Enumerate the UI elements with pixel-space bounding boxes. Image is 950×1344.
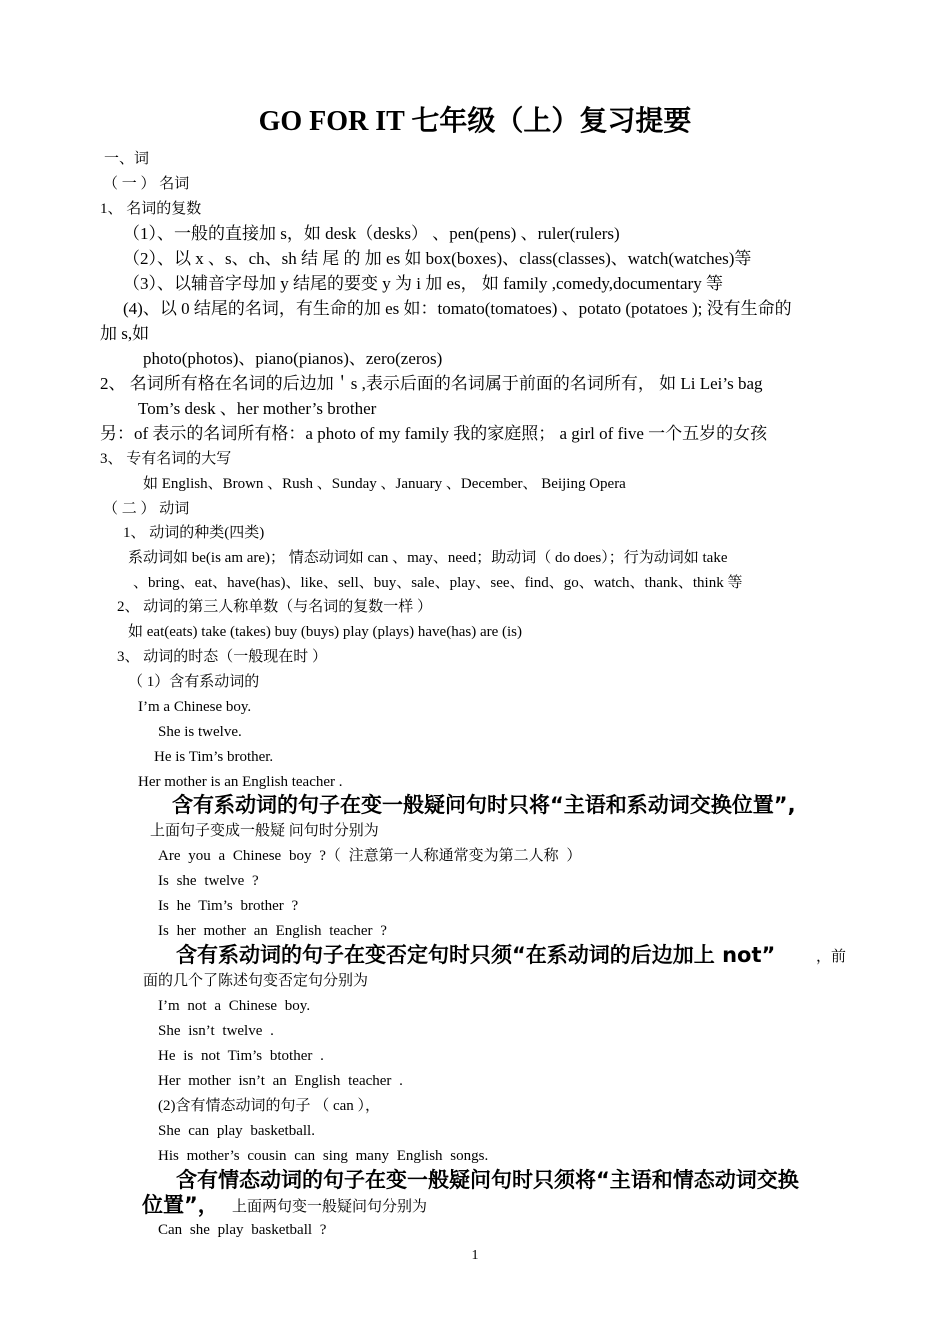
third-person-heading: 2、 动词的第三人称单数（与名词的复数一样 ） <box>117 599 433 615</box>
rule-question-linking: 含有系动词的句子在变一般疑问句时只将“主语和系动词交换位置”, <box>172 793 796 817</box>
question-sentence: Is her mother an English teacher ? <box>158 923 387 939</box>
proper-noun-examples: 如 English、Brown 、Rush 、Sunday 、January 、December、 Beijing Opera <box>143 476 626 492</box>
subsection-verbs: （ 二 ） 动词 <box>103 501 190 517</box>
rule-question-modal-cont: 位置”， <box>142 1193 219 1217</box>
negative-sentence: She isn’t twelve . <box>158 1023 274 1039</box>
noun-plural-heading: 1、 名词的复数 <box>100 201 202 217</box>
tense-heading: 3、 动词的时态（一般现在时 ） <box>117 649 328 665</box>
plural-rule-4-examples: photo(photos)、piano(pianos)、zero(zeros) <box>143 349 443 368</box>
third-person-examples: 如 eat(eats) take (takes) buy (buys) play (plays) have(has) are (is) <box>128 624 522 640</box>
page-title: GO FOR IT 七年级（上）复习提要 <box>258 106 692 137</box>
linking-verb-heading: （ 1）含有系动词的 <box>128 674 260 690</box>
verb-types-heading: 1、 动词的种类(四类) <box>123 525 265 541</box>
example-sentence: She is twelve. <box>158 724 242 740</box>
modal-verb-heading: (2)含有情态动词的句子 （ can ）， <box>158 1098 381 1114</box>
negative-sentence: He is not Tim’s btother . <box>158 1048 324 1064</box>
modal-sentence: His mother’s cousin can sing many English songs. <box>158 1148 489 1164</box>
section-heading-words: 一、词 <box>104 151 150 167</box>
rule-negative-suffix: ，前 <box>816 949 847 965</box>
verb-types-line-2: 、bring、eat、have(has)、like、sell、buy、sale、play、see、find、go、watch、thank、think 等 <box>133 575 743 591</box>
modal-question-sentence: Can she play basketball ? <box>158 1222 327 1238</box>
question-sentence: Are you a Chinese boy ?（ 注意第一人称通常变为第二人称 ） <box>158 848 582 864</box>
example-sentence: I’m a Chinese boy. <box>138 699 252 715</box>
verb-types-line-1: 系动词如 be(is am are)； 情态动词如 can 、may、need；助动词（ do does）；行为动词如 take <box>128 550 728 566</box>
question-sentence: Is she twelve ? <box>158 873 259 889</box>
example-sentence: Her mother is an English teacher . <box>138 774 343 790</box>
plural-rule-3: （3）、以辅音字母加 y 结尾的要变 y 为 i 加 es， 如 family ,comedy,documentary 等 <box>123 274 723 293</box>
page-number: 1 <box>471 1248 479 1263</box>
proper-noun-heading: 3、 专有名词的大写 <box>100 451 232 467</box>
plural-rule-2: （2）、以 x 、s、ch、sh 结 尾 的 加 es 如 box(boxes)、class(classes)、watch(watches)等 <box>123 249 752 268</box>
negative-sentence: Her mother isn’t an English teacher . <box>158 1073 403 1089</box>
subsection-nouns: （ 一 ） 名词 <box>103 176 190 192</box>
possessive-examples: Tom’s desk 、her mother’s brother <box>138 399 377 418</box>
modal-sentence: She can play basketball. <box>158 1123 315 1139</box>
rule-question-modal-intro: 上面两句变一般疑问句分别为 <box>232 1199 428 1215</box>
rule-question-intro: 上面句子变成一般疑 问句时分别为 <box>150 823 379 839</box>
rule-negative-linking: 含有系动词的句子在变否定句时只须“在系动词的后边加上 not” <box>176 943 776 967</box>
plural-rule-4-cont: 加 s,如 <box>100 324 150 343</box>
negative-sentence: I’m not a Chinese boy. <box>158 998 311 1014</box>
question-sentence: Is he Tim’s brother ? <box>158 898 299 914</box>
rule-question-modal: 含有情态动词的句子在变一般疑问句时只须将“主语和情态动词交换 <box>176 1168 799 1192</box>
of-possessive-note: 另：of 表示的名词所有格：a photo of my family 我的家庭照； a girl of five 一个五岁的女孩 <box>100 424 768 443</box>
rule-negative-intro: 面的几个了陈述句变否定句分别为 <box>143 973 369 989</box>
possessive-rule: 2、 名词所有格在名词的后边加＇s ,表示后面的名词属于前面的名词所有， 如 Li Lei’s bag <box>100 374 763 393</box>
plural-rule-4: (4)、以 0 结尾的名词，有生命的加 es 如：tomato(tomatoes) 、potato (potatoes ); 没有生命的 <box>123 299 792 318</box>
plural-rule-1: （1）、一般的直接加 s，如 desk（desks） 、pen(pens) 、ruler(rulers) <box>123 224 620 243</box>
example-sentence: He is Tim’s brother. <box>154 749 274 765</box>
